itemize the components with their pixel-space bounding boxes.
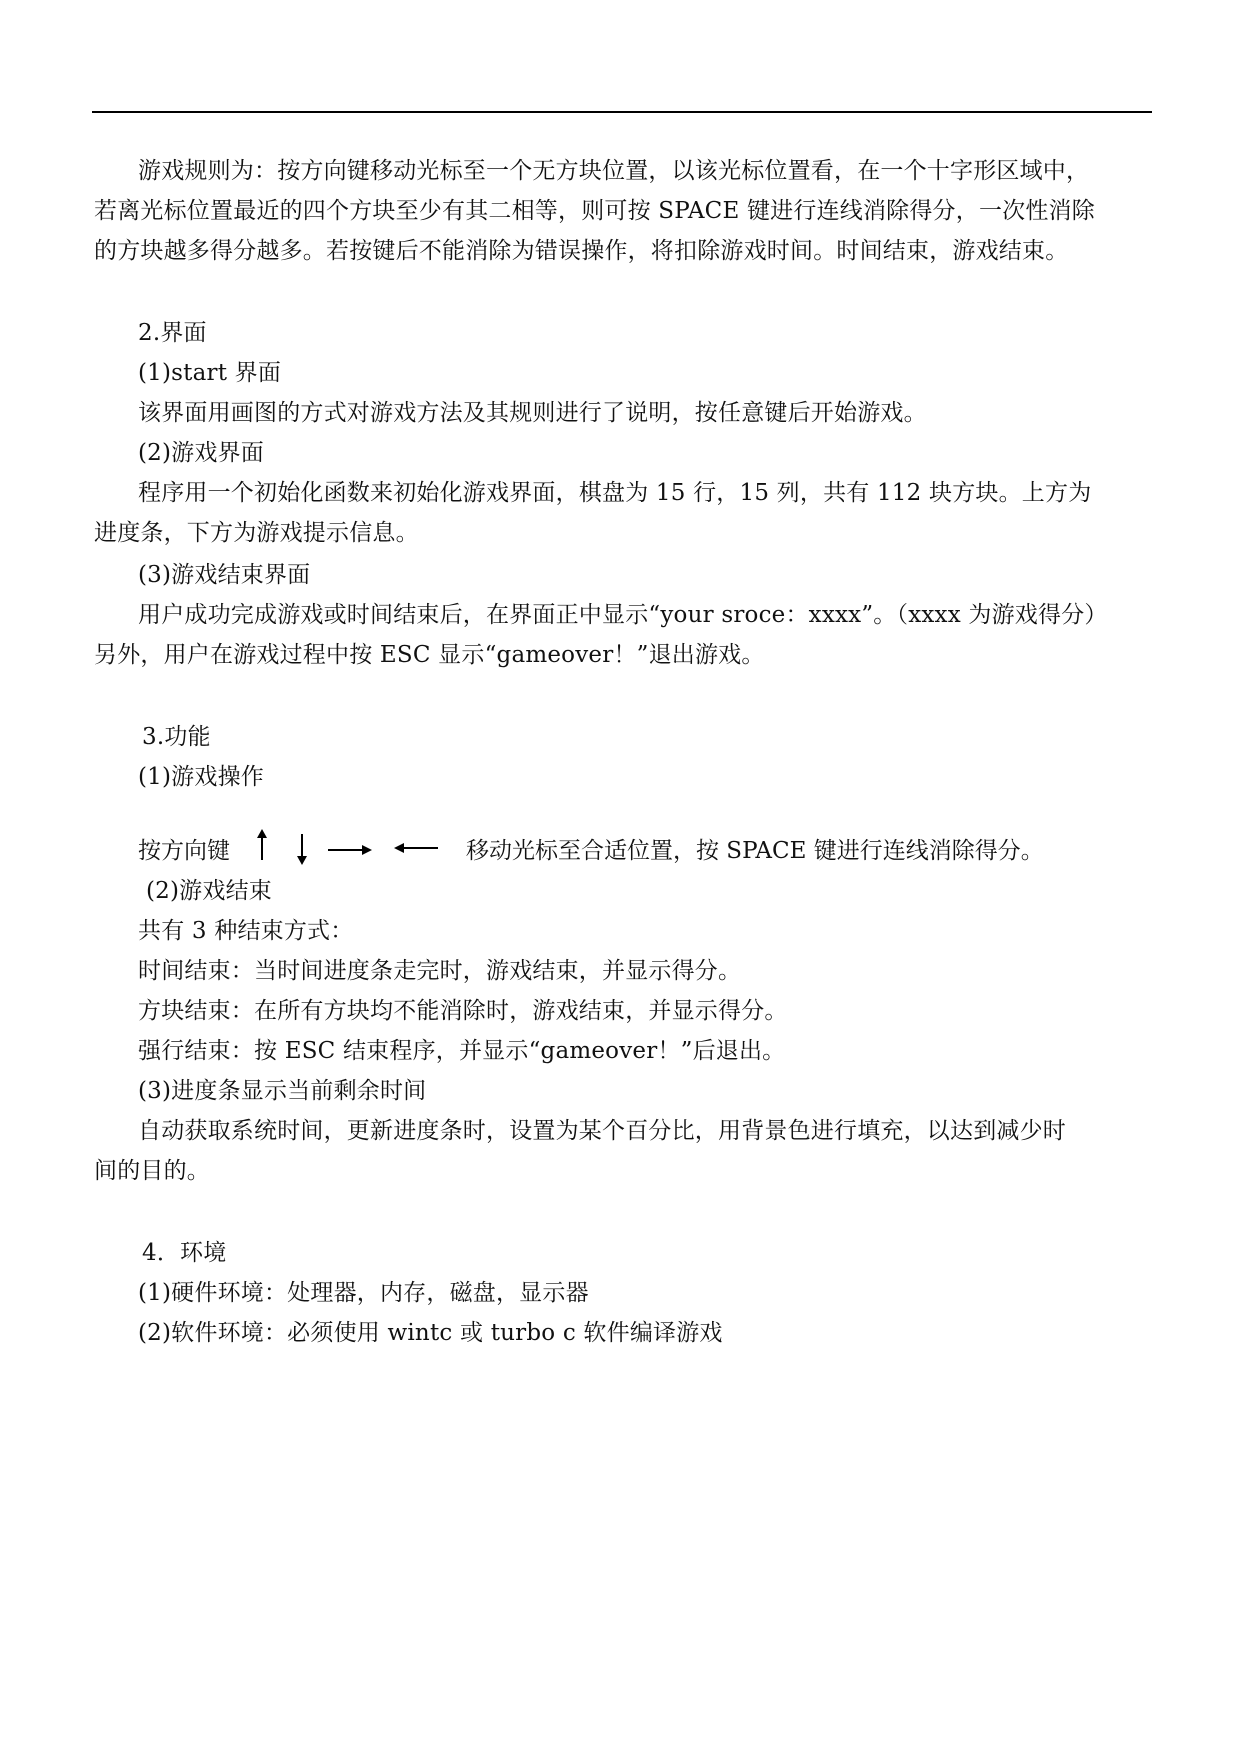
arrow-keys-suffix: 移动光标至合适位置，按 SPACE 键进行连线消除得分。 [466,838,1044,864]
header-rule [92,111,1152,113]
arrow-up-icon [254,828,270,862]
section-2-sub1-title: (1)start 界面 [138,360,282,386]
section-3-sub2-title: (2)游戏结束 [146,878,272,904]
section-2-sub2-title: (2)游戏界面 [138,440,264,466]
section-2-sub2-text-1: 程序用一个初始化函数来初始化游戏界面，棋盘为 15 行，15 列，共有 112 块方块。上方为 [138,480,1092,506]
env-hardware: (1)硬件环境：处理器，内存，磁盘，显示器 [138,1280,589,1306]
rules-line-3: 的方块越多得分越多。若按键后不能消除为错误操作，将扣除游戏时间。时间结束，游戏结束。 [94,238,1069,264]
section-3-sub1-title: (1)游戏操作 [138,764,264,790]
rules-line-2: 若离光标位置最近的四个方块至少有其二相等，则可按 SPACE 键进行连线消除得分，一次性消除 [94,198,1095,224]
env-software: (2)软件环境：必须使用 wintc 或 turbo c 软件编译游戏 [138,1320,723,1346]
end-mode-time: 时间结束：当时间进度条走完时，游戏结束，并显示得分。 [138,958,742,984]
arrow-left-icon [392,840,440,856]
section-3-sub2-text: 共有 3 种结束方式： [138,918,354,944]
rules-line-1: 游戏规则为：按方向键移动光标至一个无方块位置，以该光标位置看，在一个十字形区域中， [138,158,1090,184]
section-3-sub3-text-1: 自动获取系统时间，更新进度条时，设置为某个百分比，用背景色进行填充，以达到减少时 [138,1118,1066,1144]
arrow-keys-row [138,828,1138,872]
section-2-heading: 2.界面 [138,320,207,346]
end-mode-forced: 强行结束：按 ESC 结束程序，并显示“gameover！”后退出。 [138,1038,786,1064]
section-4-heading: 4．环境 [142,1240,227,1266]
arrow-down-icon [294,832,310,866]
section-3-sub3-text-2: 间的目的。 [94,1158,210,1184]
end-mode-blocks: 方块结束：在所有方块均不能消除时，游戏结束，并显示得分。 [138,998,788,1024]
arrow-keys-prefix: 按方向键 [138,838,230,864]
section-2-sub3-text-1: 用户成功完成游戏或时间结束后，在界面正中显示“your sroce：xxxx”。（xxxx 为游戏得分） [138,602,1108,628]
section-2-sub3-text-2: 另外，用户在游戏过程中按 ESC 显示“gameover！”退出游戏。 [94,642,765,668]
section-3-sub3-title: (3)进度条显示当前剩余时间 [138,1078,427,1104]
section-3-heading: 3.功能 [142,724,211,750]
section-2-sub2-text-2: 进度条，下方为游戏提示信息。 [94,520,419,546]
section-2-sub1-text: 该界面用画图的方式对游戏方法及其规则进行了说明，按任意键后开始游戏。 [138,400,927,426]
arrow-right-icon [326,842,374,858]
section-2-sub3-title: (3)游戏结束界面 [138,562,311,588]
